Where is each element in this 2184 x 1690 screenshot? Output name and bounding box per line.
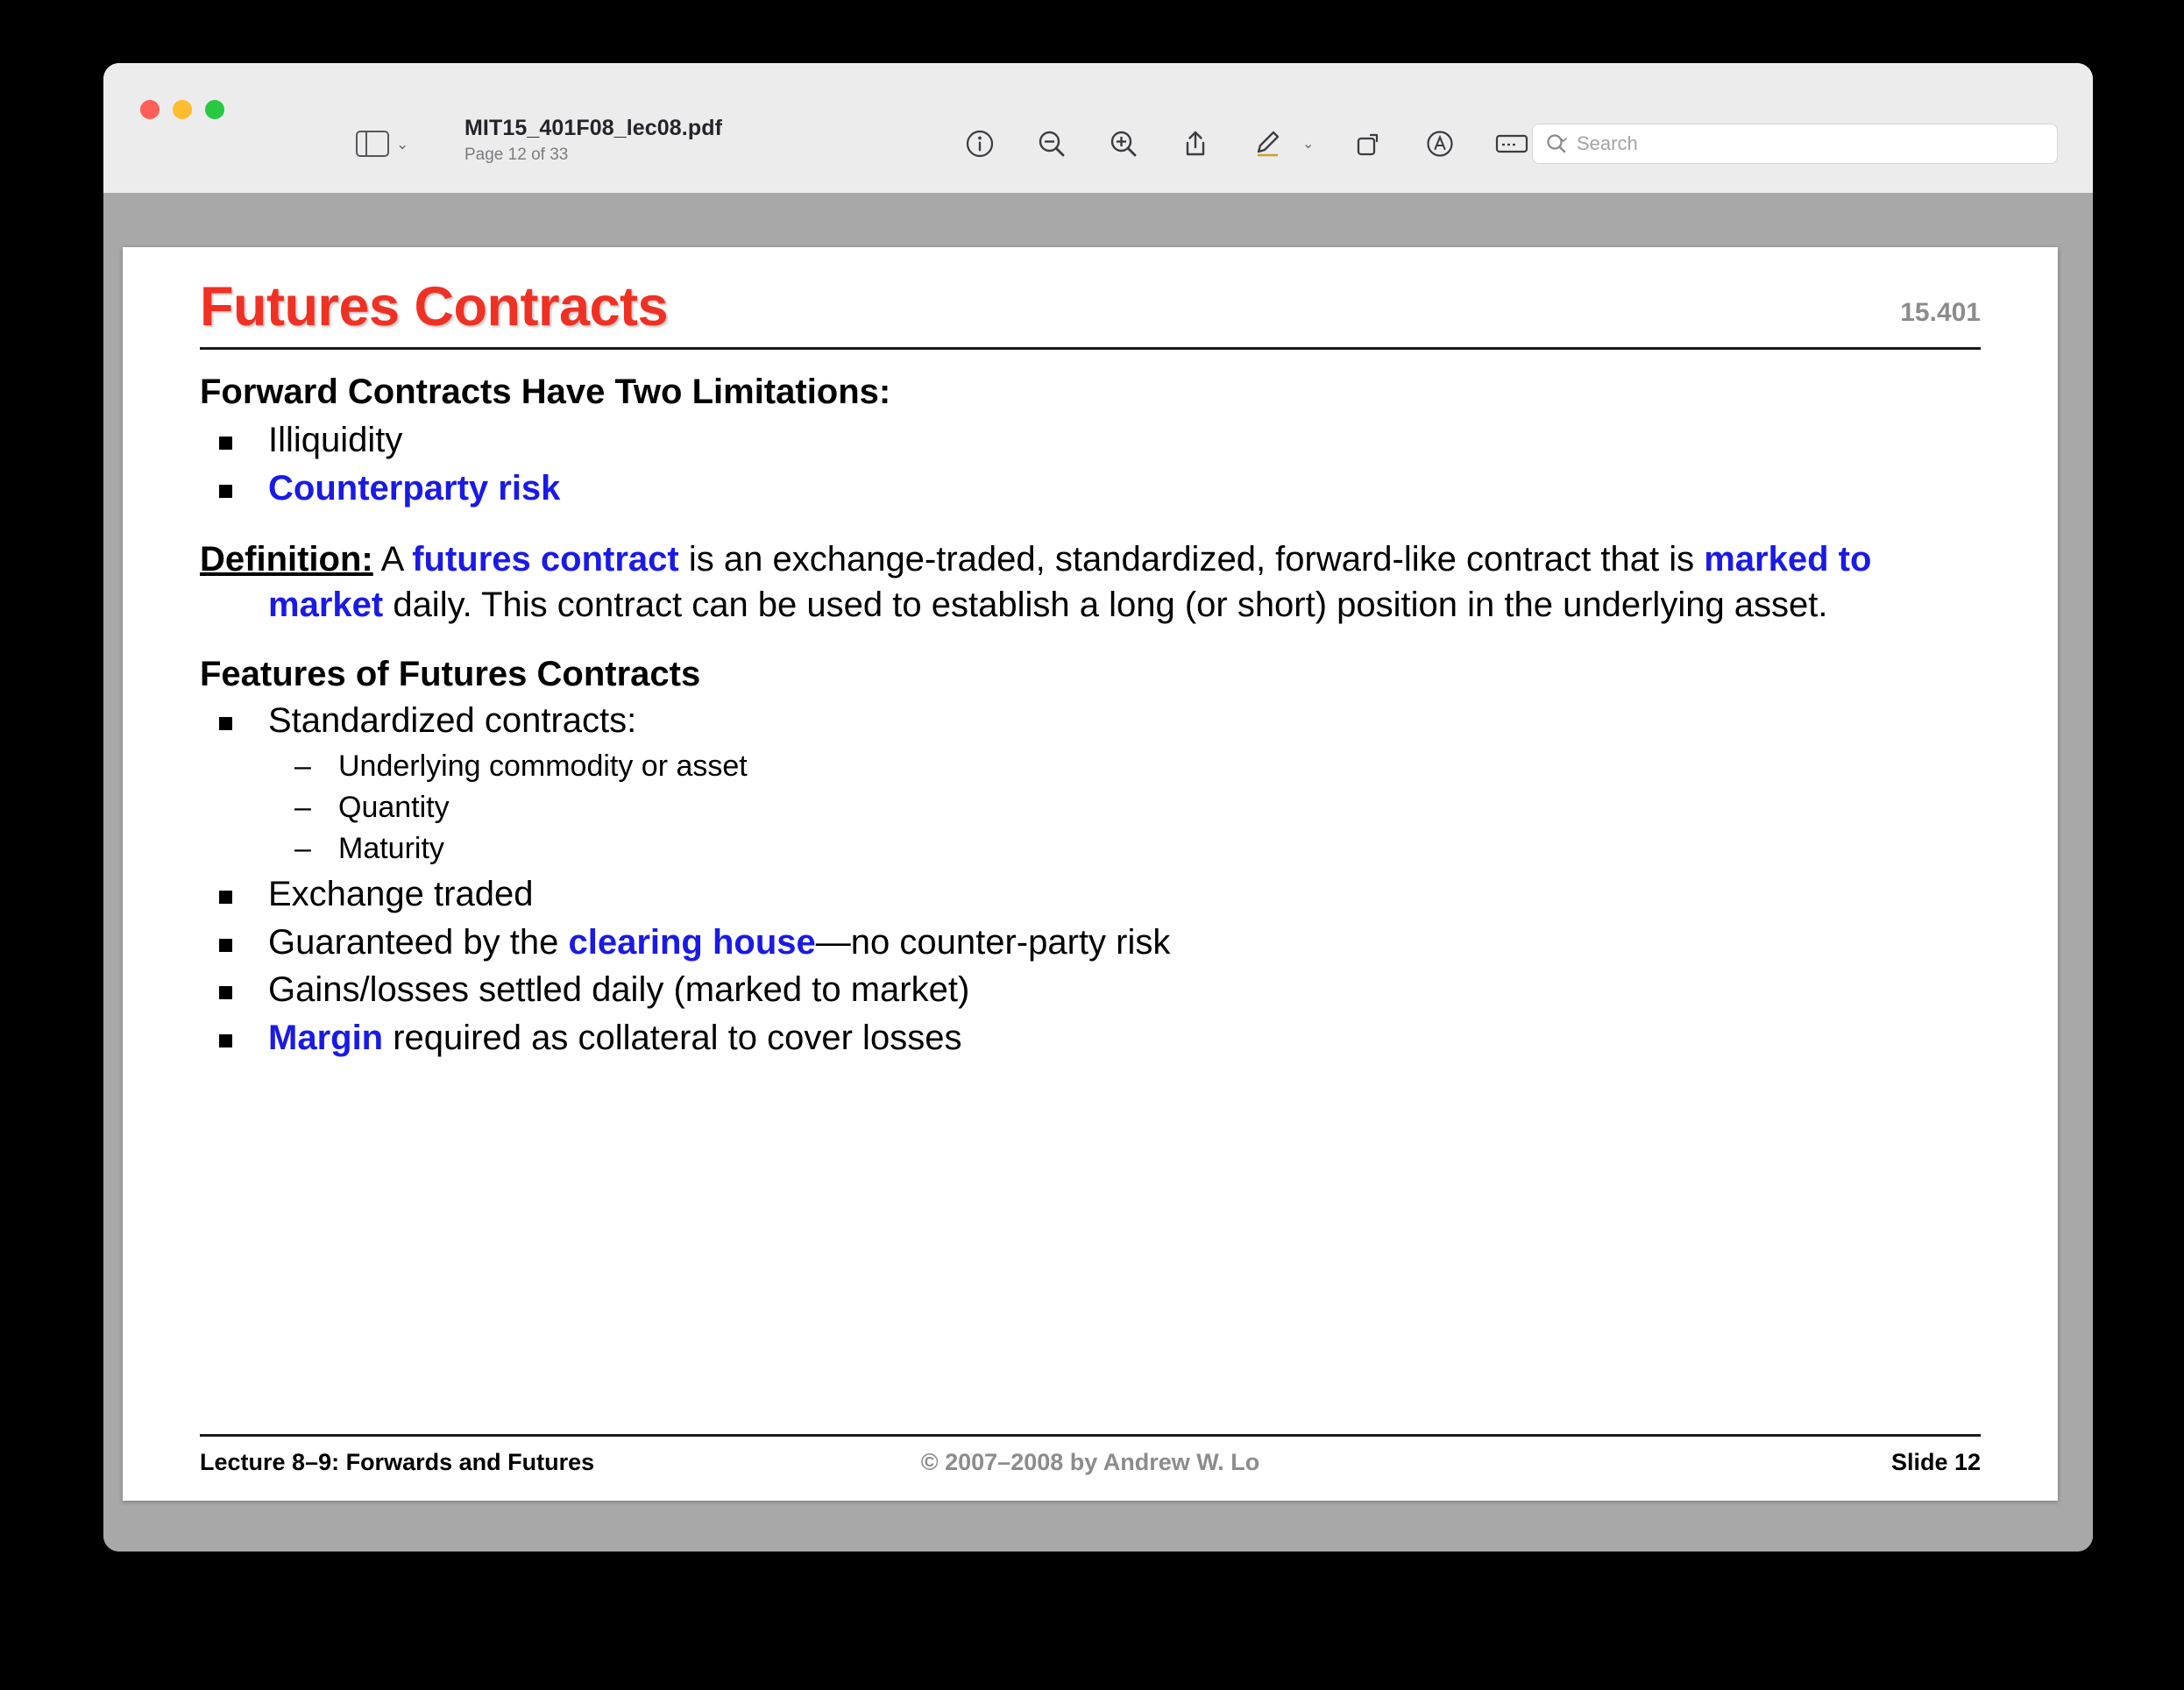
maximize-window-button[interactable] [205, 100, 224, 119]
share-icon[interactable] [1178, 126, 1213, 161]
definition-label: Definition: [200, 539, 373, 579]
definition-term-marked-to-market: marked to market [268, 539, 1872, 625]
pdf-viewer-window [103, 63, 2093, 1552]
limitations-list [200, 417, 1981, 512]
markup-chevron-down-icon[interactable]: ⌄ [1302, 137, 1315, 152]
list-item-label: Gains/losses settled daily (marked to market) [268, 970, 970, 1010]
traffic-lights [140, 100, 224, 119]
document-title: MIT15_401F08_lec08.pdf [464, 116, 723, 140]
window-toolbar [103, 63, 2093, 194]
list-item [200, 465, 1981, 512]
list-item-label: Illiquidity [268, 421, 403, 459]
list-item [268, 787, 1981, 828]
list-item [200, 967, 1981, 1013]
minimize-window-button[interactable] [173, 100, 192, 119]
term-clearing-house: clearing house [568, 922, 816, 962]
list-item-label: Counterparty risk [268, 468, 561, 508]
list-item [200, 417, 1981, 464]
sidebar-toggle-button[interactable] [356, 131, 408, 157]
search-input[interactable] [1532, 124, 2058, 164]
page-title: Futures Contracts [200, 276, 669, 337]
standardized-sublist [268, 746, 1981, 870]
pdf-page-area[interactable] [103, 193, 2093, 1552]
limitations-heading: Forward Contracts Have Two Limitations: [200, 373, 891, 411]
footer-lecture-label: Lecture 8–9: Forwards and Futures [200, 1449, 595, 1475]
search-placeholder: Search [1577, 132, 1638, 154]
markup-pen-icon[interactable] [1250, 126, 1285, 161]
rotate-icon[interactable] [1351, 126, 1386, 161]
close-window-button[interactable] [140, 100, 160, 119]
list-item-label-post: —no counter-party risk [815, 922, 1171, 962]
list-item-label: Underlying commodity or asset [338, 749, 748, 783]
zoom-out-icon[interactable] [1034, 126, 1069, 161]
list-item [200, 871, 1981, 918]
slide-footer [200, 1434, 1981, 1476]
definition-part1: A [372, 539, 413, 579]
sidebar-icon [356, 131, 389, 157]
definition-part3: daily. This contract can be used to establish a long (or short) position in the underlying asset. [383, 586, 1828, 625]
list-item [200, 1015, 1981, 1062]
chevron-down-icon: ⌄ [396, 135, 409, 153]
list-item [268, 746, 1981, 787]
list-item-label: Exchange traded [268, 874, 534, 913]
slide-header [200, 275, 1981, 350]
definition-term-futures-contract: futures contract [412, 539, 679, 579]
list-item-label-pre: Guaranteed by the [268, 922, 569, 962]
definition-part2: is an exchange-traded, standardized, forward-like contract that is [678, 539, 1705, 579]
pdf-page [123, 247, 2058, 1501]
info-icon[interactable] [962, 126, 997, 161]
page-indicator: Page 12 of 33 [464, 146, 569, 164]
document-info [464, 116, 722, 165]
search-icon [1545, 132, 1568, 155]
footer-slide-number: Slide 12 [1890, 1449, 1981, 1475]
list-item [268, 828, 1981, 870]
highlight-icon[interactable] [1494, 126, 1529, 161]
course-code: 15.401 [1900, 298, 1981, 327]
list-item-label-post: required as collateral to cover losses [383, 1019, 962, 1058]
list-item [200, 920, 1981, 966]
slide-content [123, 247, 2058, 1501]
toolbar-buttons [962, 126, 1529, 161]
list-item [200, 698, 1981, 870]
footer-copyright: © 2007–2008 by Andrew W. Lo [920, 1449, 1260, 1475]
features-list [200, 698, 1981, 1062]
list-item-label: Standardized contracts: [268, 701, 637, 741]
annotate-icon[interactable] [1422, 126, 1457, 161]
zoom-in-icon[interactable] [1106, 126, 1141, 161]
term-margin: Margin [268, 1019, 384, 1058]
list-item-label: Quantity [338, 790, 450, 824]
features-heading: Features of Futures Contracts [200, 655, 701, 694]
slide-body [200, 373, 1981, 1062]
list-item-label: Maturity [338, 831, 444, 865]
definition-paragraph [200, 536, 1981, 629]
